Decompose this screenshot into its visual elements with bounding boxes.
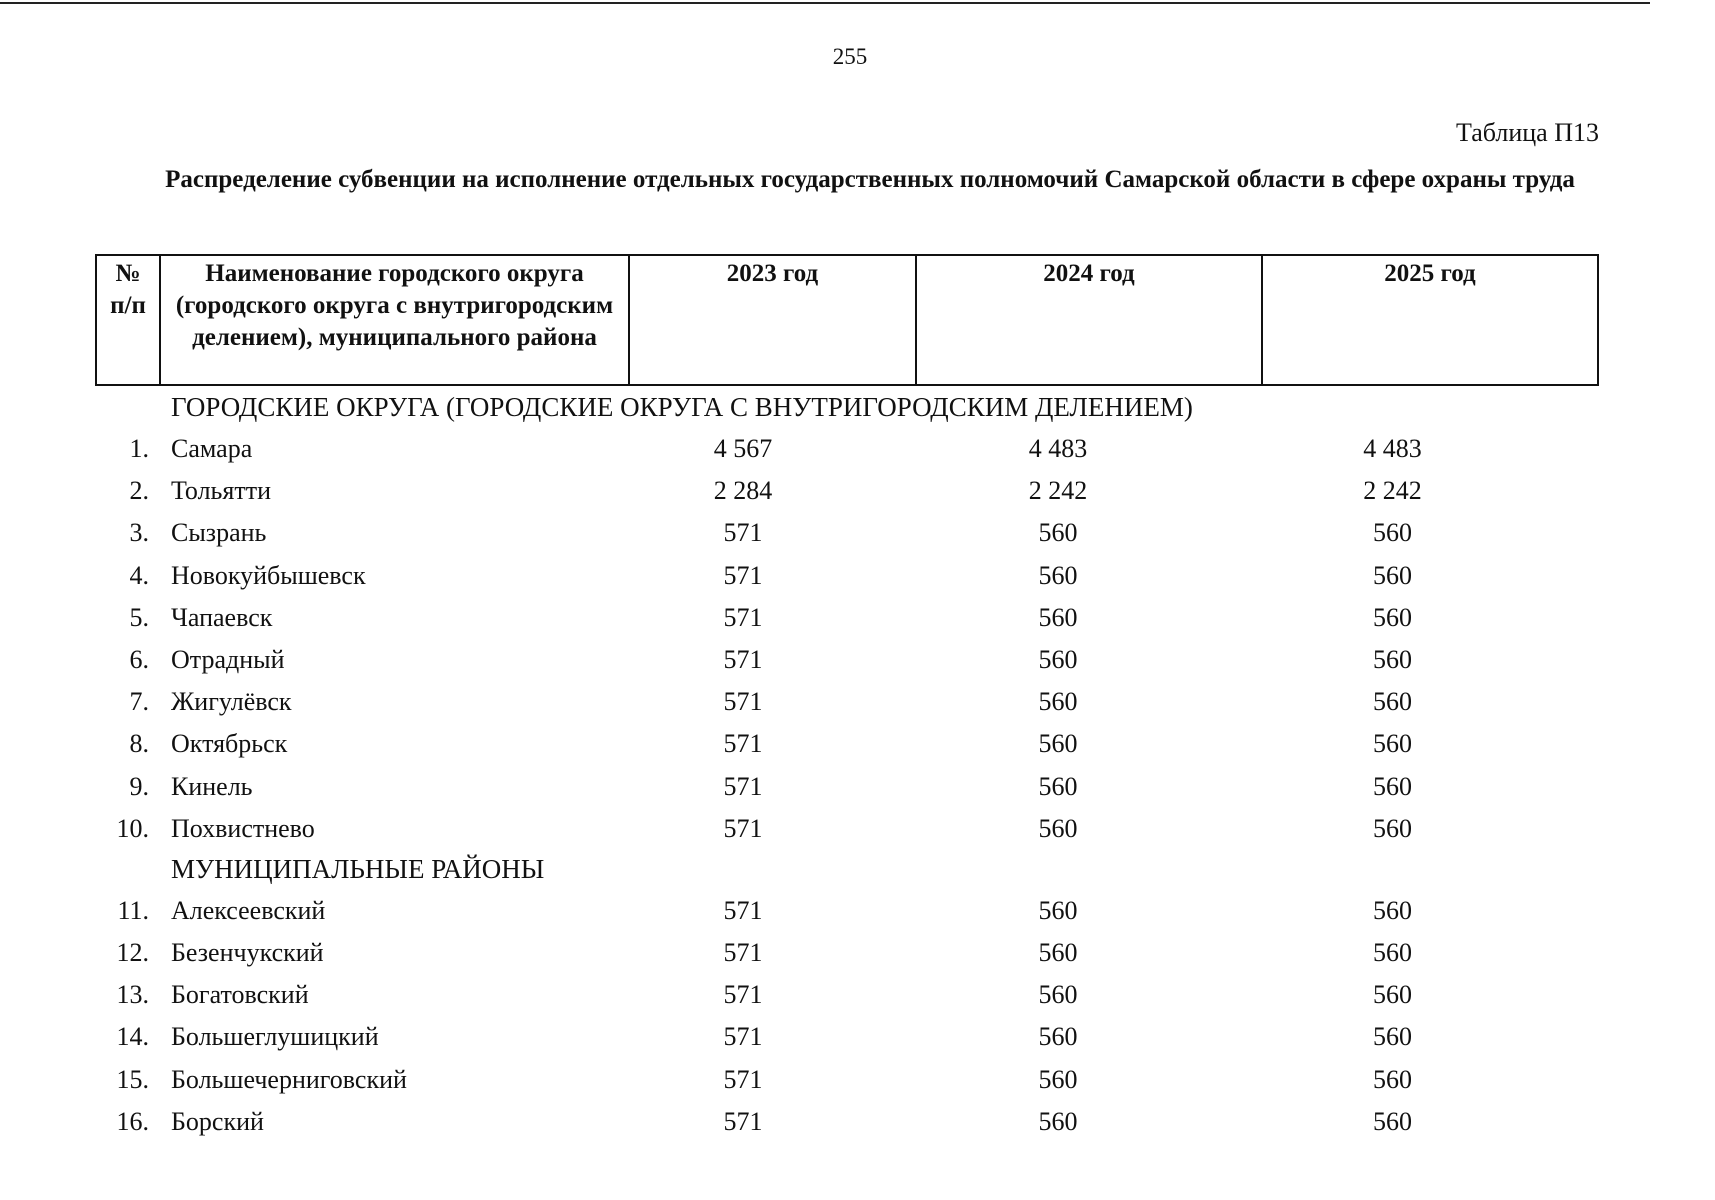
table-row — [95, 639, 1597, 681]
table-row — [95, 512, 1597, 554]
row-value-2025: 560 — [1373, 1106, 1412, 1136]
header-name: Наименование городского округа (городского округа с внутригородским делением), муниципального района — [160, 255, 629, 385]
table-row — [95, 932, 1597, 974]
page-number: 255 — [832, 44, 868, 69]
table-row — [95, 808, 1597, 850]
row-name: Октябрьск — [171, 729, 288, 759]
row-number: 6. — [129, 644, 149, 674]
row-value-2024: 560 — [1038, 687, 1078, 717]
row-number: 7. — [129, 687, 149, 717]
row-name: Борский — [171, 1106, 264, 1136]
row-number: 12. — [116, 938, 149, 968]
row-value-2023: 571 — [723, 644, 763, 674]
row-name: Алексеевский — [171, 895, 326, 925]
table-row — [95, 766, 1597, 808]
row-number: 15. — [116, 1064, 149, 1094]
section-heading: ГОРОДСКИЕ ОКРУГА (ГОРОДСКИЕ ОКРУГА С ВНУТРИГОРОДСКИМ ДЕЛЕНИЕМ) — [171, 392, 1193, 422]
row-name: Тольятти — [171, 476, 272, 506]
row-value-2024: 560 — [1038, 1064, 1078, 1094]
table-header — [95, 254, 1599, 386]
row-value-2023: 571 — [723, 895, 763, 925]
section-heading: МУНИЦИПАЛЬНЫЕ РАЙОНЫ — [171, 853, 545, 884]
row-value-2024: 4 483 — [1028, 434, 1088, 463]
row-value-2023: 571 — [723, 1022, 763, 1052]
top-rule — [0, 2, 1650, 4]
row-value-2024: 560 — [1038, 602, 1078, 632]
row-value-2025: 4 483 — [1363, 434, 1422, 463]
row-value-2023: 2 284 — [713, 476, 773, 506]
row-name: Безенчукский — [171, 938, 324, 968]
row-value-2025: 560 — [1373, 895, 1412, 925]
row-value-2025: 560 — [1373, 687, 1412, 717]
row-name: Богатовский — [171, 980, 309, 1010]
table-row — [95, 1059, 1597, 1101]
table-row — [95, 597, 1597, 639]
row-value-2024: 560 — [1038, 1106, 1078, 1136]
header-num: № п/п — [96, 255, 160, 385]
table-row — [95, 1016, 1597, 1058]
row-value-2025: 560 — [1373, 813, 1412, 843]
row-value-2024: 560 — [1038, 980, 1078, 1010]
row-name: Самара — [171, 434, 253, 463]
row-value-2024: 560 — [1038, 895, 1078, 925]
table-row — [95, 555, 1597, 597]
row-number: 10. — [116, 813, 149, 843]
table-row — [95, 681, 1597, 723]
row-number: 16. — [116, 1106, 149, 1136]
row-value-2023: 571 — [723, 813, 763, 843]
row-value-2023: 571 — [723, 560, 763, 590]
document-title: Распределение субвенции на исполнение отдельных государственных полномочий Самарской области в сфере охраны труда — [165, 166, 1575, 193]
row-value-2023: 571 — [723, 729, 763, 759]
row-value-2025: 560 — [1373, 771, 1412, 801]
row-value-2025: 560 — [1373, 1064, 1412, 1094]
row-value-2024: 560 — [1038, 518, 1078, 548]
row-value-2023: 571 — [723, 980, 763, 1010]
row-value-2025: 560 — [1373, 644, 1412, 674]
row-number: 8. — [129, 729, 149, 759]
table-row — [95, 470, 1597, 512]
row-number: 9. — [129, 771, 149, 801]
row-value-2025: 560 — [1373, 560, 1412, 590]
row-name: Похвистнево — [171, 813, 315, 843]
row-number: 4. — [129, 560, 149, 590]
header-2024: 2024 год — [916, 255, 1262, 385]
row-name: Чапаевск — [171, 602, 273, 632]
row-value-2025: 560 — [1373, 602, 1412, 632]
row-value-2023: 571 — [723, 1106, 763, 1136]
row-value-2024: 560 — [1038, 813, 1078, 843]
table-row — [95, 974, 1597, 1016]
table-row — [95, 890, 1597, 932]
row-value-2025: 560 — [1373, 980, 1412, 1010]
row-value-2024: 560 — [1038, 560, 1078, 590]
row-value-2025: 560 — [1373, 518, 1412, 548]
row-number: 13. — [116, 980, 149, 1010]
row-name: Сызрань — [171, 518, 267, 548]
row-name: Новокуйбышевск — [171, 560, 366, 590]
row-value-2023: 571 — [723, 1064, 763, 1094]
row-number: 11. — [117, 895, 149, 925]
row-number: 3. — [129, 518, 149, 548]
row-name: Большеглушицкий — [171, 1022, 379, 1052]
table-label: Таблица П13 — [1456, 118, 1599, 147]
table-row — [95, 723, 1597, 765]
row-value-2025: 560 — [1373, 729, 1412, 759]
row-value-2025: 560 — [1373, 938, 1412, 968]
row-value-2024: 2 242 — [1028, 476, 1088, 506]
header-2025: 2025 год — [1262, 255, 1598, 385]
row-value-2023: 4 567 — [713, 434, 773, 463]
row-number: 2. — [129, 476, 149, 506]
header-2023: 2023 год — [629, 255, 916, 385]
row-value-2023: 571 — [723, 518, 763, 548]
row-value-2023: 571 — [723, 602, 763, 632]
row-name: Отрадный — [171, 644, 285, 674]
row-name: Большечерниговский — [171, 1064, 407, 1094]
row-value-2024: 560 — [1038, 644, 1078, 674]
row-value-2024: 560 — [1038, 1022, 1078, 1052]
row-value-2024: 560 — [1038, 938, 1078, 968]
row-value-2023: 571 — [723, 687, 763, 717]
row-number: 14. — [116, 1022, 149, 1052]
table-body — [95, 388, 1597, 1143]
row-value-2024: 560 — [1038, 729, 1078, 759]
row-name: Кинель — [171, 771, 253, 801]
row-value-2025: 2 242 — [1363, 476, 1422, 506]
row-value-2023: 571 — [723, 938, 763, 968]
row-number: 1. — [129, 434, 149, 463]
row-value-2025: 560 — [1373, 1022, 1412, 1052]
row-value-2023: 571 — [723, 771, 763, 801]
table-row — [95, 1101, 1597, 1143]
row-value-2024: 560 — [1038, 771, 1078, 801]
row-name: Жигулёвск — [171, 687, 292, 717]
row-number: 5. — [129, 602, 149, 632]
table-row — [95, 428, 1597, 470]
